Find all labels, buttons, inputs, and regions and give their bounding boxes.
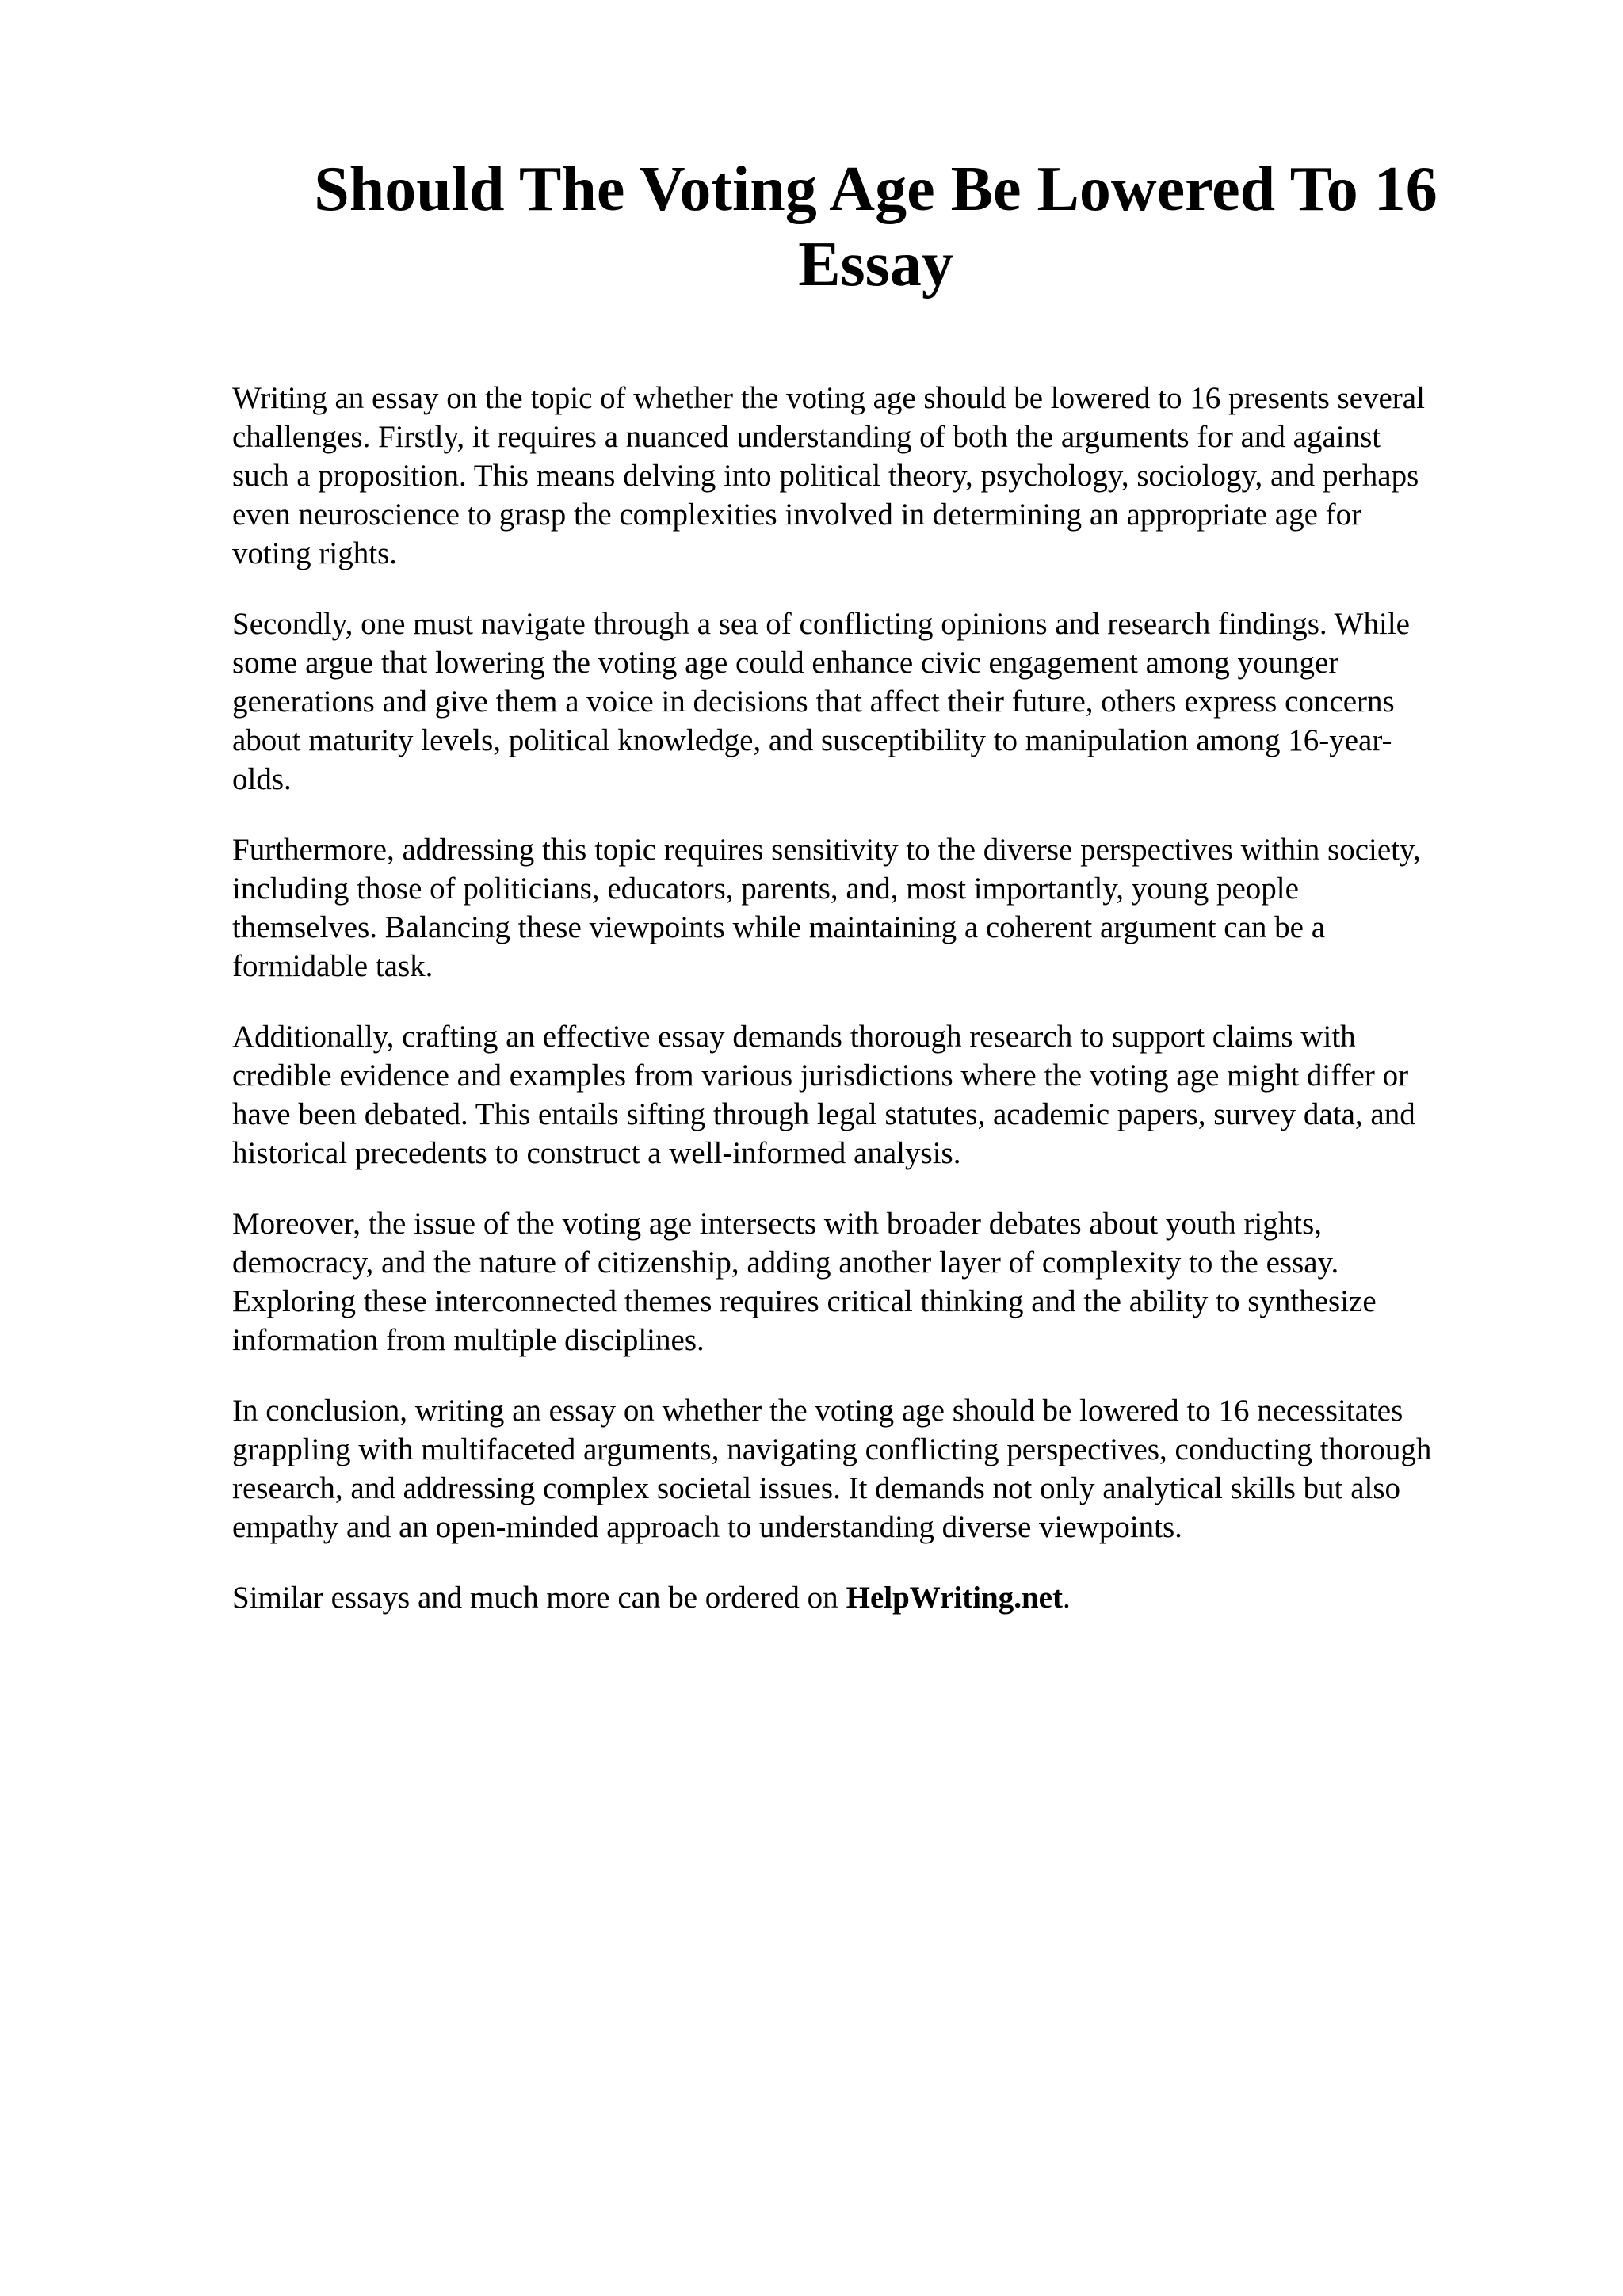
paragraph [232,605,1516,799]
text-line: empathy and an open-minded approach to understanding diverse viewpoints. [232,1510,1182,1544]
text-line: have been debated. This entails sifting through legal statutes, academic papers, survey data, and [232,1097,1415,1131]
document-title [230,152,1522,303]
helpwriting-link[interactable]: HelpWriting.net [846,1581,1063,1615]
text-line: challenges. Firstly, it requires a nuanced understanding of both the arguments for and against [232,420,1381,454]
text-line: Furthermore, addressing this topic requires sensitivity to the diverse perspectives within society, [232,833,1421,867]
paragraph [232,1391,1516,1547]
text-line: Writing an essay on the topic of whether the voting age should be lowered to 16 presents several [232,381,1425,415]
text-line: olds. [232,762,292,796]
title-line: Essay [798,230,953,299]
text-line: Moreover, the issue of the voting age intersects with broader debates about youth rights, [232,1207,1322,1241]
text-line: themselves. Balancing these viewpoints while maintaining a coherent argument can be a [232,910,1326,944]
text-line: generations and give them a voice in decisions that affect their future, others express concerns [232,685,1395,719]
text-line: research, and addressing complex societal issues. It demands not only analytical skills but also [232,1471,1401,1505]
text-line: information from multiple disciplines. [232,1323,705,1357]
paragraph [232,1017,1516,1173]
promo-period: . [1062,1581,1071,1615]
title-line: Should The Voting Age Be Lowered To 16 [314,154,1438,224]
text-line: credible evidence and examples from various jurisdictions where the voting age might differ or [232,1058,1409,1093]
text-line: Exploring these interconnected themes requires critical thinking and the ability to synthesize [232,1284,1377,1318]
paragraph [232,379,1516,573]
text-line: such a proposition. This means delving into political theory, psychology, sociology, and perhaps [232,459,1419,493]
promo-text: Similar essays and much more can be ordered on [232,1581,838,1615]
paragraph [232,830,1516,986]
text-line: even neuroscience to grasp the complexities involved in determining an appropriate age for [232,498,1362,532]
text-line: grappling with multifaceted arguments, navigating conflicting perspectives, conducting thorough [232,1432,1432,1466]
promo-footer [232,1578,1516,1617]
text-line: Secondly, one must navigate through a sea of conflicting opinions and research findings. While [232,607,1410,641]
text-line: about maturity levels, political knowledge, and susceptibility to manipulation among 16-year- [232,723,1392,757]
text-line: some argue that lowering the voting age could enhance civic engagement among younger [232,646,1339,680]
document-body [232,379,1516,1617]
text-line: formidable task. [232,949,433,983]
text-line: including those of politicians, educators, parents, and, most importantly, young people [232,871,1299,906]
text-line: In conclusion, writing an essay on whether the voting age should be lowered to 16 necessitates [232,1394,1403,1428]
paragraph [232,1204,1516,1360]
text-line: Additionally, crafting an effective essay demands thorough research to support claims with [232,1020,1356,1054]
text-line: democracy, and the nature of citizenship, adding another layer of complexity to the essay. [232,1245,1339,1280]
text-line: historical precedents to construct a well-informed analysis. [232,1136,961,1170]
text-line: voting rights. [232,536,398,570]
